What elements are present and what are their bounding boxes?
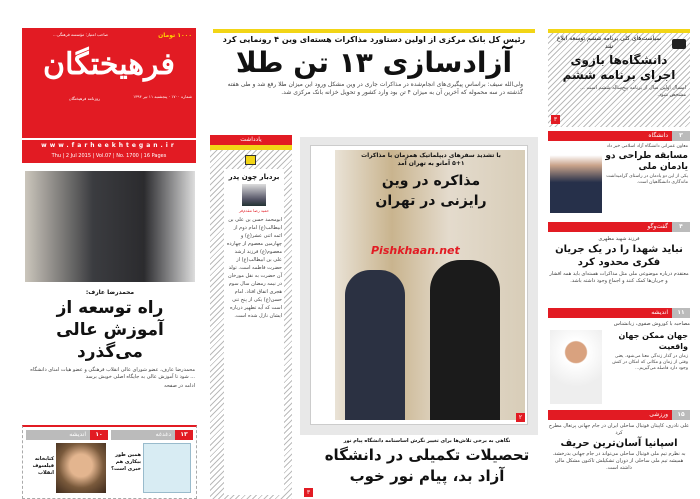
rousseau-portrait [56, 443, 106, 493]
teaser-caption: کتابخانه فیلسوف انقلاب [32, 456, 54, 476]
aref-photo [25, 171, 195, 282]
section-label: گفت‌وگو [647, 223, 668, 230]
rouhani-figure [430, 260, 500, 420]
amano-figure [345, 270, 405, 420]
left-story [25, 288, 195, 390]
issue-info: شماره ۱۷۰۰ · پنجشنبه ۱۱ تیر ۱۳۹۴ [133, 94, 192, 99]
person-photo [550, 330, 602, 404]
masthead [22, 28, 196, 138]
right-top-box [548, 29, 690, 127]
left-body: محمدرضا عارف، عضو شورای عالی انقلاب فرهنگی و عضو هیات امنای دانشگاه ... شود تا آموزش عالی به جایگاه اصلی خویش برسد [30, 367, 195, 380]
item-body: به نظرم تیم ملی فوتبال ساحلی می‌تواند در جام جهانی بدرخشد. همیشه تیم ملی ساحلی از دوران تشکیلش تاکنون مشکل مالی داشته است. [552, 451, 686, 471]
center-bottom-headline[interactable]: تحصیلات تکمیلی در دانشگاه آزاد بد، پیام نور خوب [324, 446, 530, 485]
photo-caption-block [361, 152, 501, 211]
teaser-caption: همین طور بیکاری هم خبری است؟ [111, 452, 141, 472]
website[interactable]: www.farheekhtegan.ir [41, 142, 177, 149]
center-bottom-story [318, 437, 536, 487]
author-photo [242, 184, 266, 206]
teaser-num: ۱۳ [175, 430, 193, 440]
item-kicker: مصاحبه با کوروش صفوی، زبانشناس [613, 321, 690, 327]
note-column [210, 135, 292, 499]
item-body: یکی از این دو یادمان در راستای گرامیداشت ماندگاری دانشگاهیان است. [606, 174, 688, 185]
right-top-body: امسال اولین سال از برنامه پنج‌ساله ششم است ... مشخص شود. [580, 85, 686, 98]
logo: فرهیختگان [43, 47, 175, 82]
section-label: ورزشی [649, 411, 668, 418]
masthead-band [22, 140, 196, 163]
teaser-section: اندیشه [69, 431, 86, 438]
license-text: صاحب امتیاز: مؤسسه فرهنگی... [52, 32, 108, 37]
note-body: ابومحمد حسن بن علی بن ابیطالب(ع) امام دوم از ائمه اثنی عشر(ع) و چهارمین معصوم از چهارده معصوم(ع) فرزند ارشد علی بن ابیطالب(ع) از حضرت فاطمه است. تولد آن حضرت به نقل مورخان در نیمه رمضان سال سوم هجری اتفاق افتاد. امام حسن(ع) یکی از پنج تنی است که آیه تطهیر درباره ایشان نازل شده است. [226, 217, 282, 319]
price: ۱۰۰۰ تومان [158, 32, 192, 39]
page-ref[interactable]: ۲ [516, 413, 525, 422]
dateline: Thu | 2 Jul 2015 | Vol.07 | No. 1700 | 16 Pages [51, 153, 167, 159]
page-ref[interactable]: ۳ [551, 115, 560, 124]
note-author: حمید رضا مقدم‌فر [238, 208, 270, 213]
section-num: ۱۵ [672, 410, 690, 420]
item-kicker: معاون عمرانی دانشگاه آزاد اسلامی خبر داد [606, 144, 688, 149]
section-label: دانشگاه [648, 132, 668, 139]
right-top-kicker: سیاست‌های کلی برنامه ششم توسعه ابلاغ شد [556, 35, 662, 50]
section-num: ۱۱ [672, 308, 690, 318]
section-num: ۳ [672, 131, 690, 141]
teaser-num: ۱۰ [90, 430, 108, 440]
teaser-andisheh[interactable] [26, 430, 108, 496]
lead-kicker: رئیس کل بانک مرکزی از اولین دستاورد مذاکرات هسته‌ای وین ۴ رونمایی کرد [222, 35, 526, 44]
teaser-section: دغدغه [155, 431, 171, 438]
item-headline: مسابقه طراحی دو یادمان ملی [605, 151, 688, 172]
note-title[interactable]: بردبار چون پدر [228, 173, 280, 181]
right-item-interview[interactable] [548, 222, 690, 302]
yellow-rule [213, 29, 535, 33]
photo-frame [300, 137, 538, 435]
right-item-thought[interactable] [548, 308, 690, 406]
photo-kicker: با تشدید سفرهای دیپلماتیک همزمان با مذاکرات ۱+۵ آمانو به تهران آمد [361, 152, 501, 167]
section-num: ۴ [672, 222, 690, 232]
item-kicker: علی نادری، کاپیتان فوتبال ساحلی ایران در جام جهانی پرتغال مطرح کرد [548, 423, 690, 436]
note-section: یادداشت [210, 135, 292, 145]
lead-headline[interactable]: آزادسازی ۱۳ تن طلا [235, 46, 513, 79]
photo-headline[interactable]: مذاکره در وین رایزنی در تهران [375, 173, 487, 209]
section-label: اندیشه [651, 309, 668, 316]
cartoon-image [143, 443, 191, 493]
person-photo [550, 145, 602, 213]
left-headline[interactable]: راه توسعه از آموزش عالی می‌گذرد [56, 298, 164, 362]
right-item-sport[interactable] [548, 410, 690, 499]
left-more[interactable]: ادامه در صفحه [164, 383, 195, 389]
item-headline: نباید شهدا را در یک جریان فکری محدود کرد [555, 244, 683, 268]
item-body: زمان در گذار زندگی معنا می‌شود. یعنی وقتی از زمان و مکانی که امکان در کنش وجود دارد فاصله می‌گیریم... [612, 354, 688, 371]
item-kicker: فرزند شهید مطهری [598, 236, 640, 242]
left-kicker: محمدرضا عارف: [85, 289, 135, 296]
tagline: روزنامه فرهیختگان [68, 96, 100, 101]
teaser-daghdagheh[interactable] [111, 430, 193, 496]
lead-body: ولی‌الله سیف: براساس پیگیری‌های انجام‌شده در مذاکرات جاری در وین مشکل ورود این میزان طلا رفع شد و طی هفته گذشته در سه محموله که آخرین آن به میزان ۴ تن بود وارد کشور و تحویل خزانه بانک مرکزی شد. [227, 81, 523, 96]
right-item-university[interactable] [548, 131, 690, 216]
watermark: Pishkhaan.net [371, 244, 460, 257]
item-headline: جهان ممکن جهان واقعیت [618, 331, 688, 351]
page-ref[interactable]: ۳ [304, 488, 313, 497]
center-bottom-kicker: نگاهی به برخی تلاش‌ها برای تغییر نگرش اساسنامه دانشگاه پیام نور [343, 438, 511, 444]
item-headline: اسپانیا آسان‌ترین حریف [560, 438, 678, 449]
note-icon [245, 155, 256, 165]
right-top-headline[interactable]: دانشگاه‌ها بازوی اجرای برنامه ششم [562, 53, 676, 82]
item-body: معتقدم درباره موضوعی ملی مثل مذاکرات هسته‌ای باید همه اقشار و جریان‌ها کمک کنند و اجماع وجود داشته باشد. [549, 271, 689, 284]
bottom-teasers [22, 425, 197, 499]
lead-story [213, 35, 535, 97]
